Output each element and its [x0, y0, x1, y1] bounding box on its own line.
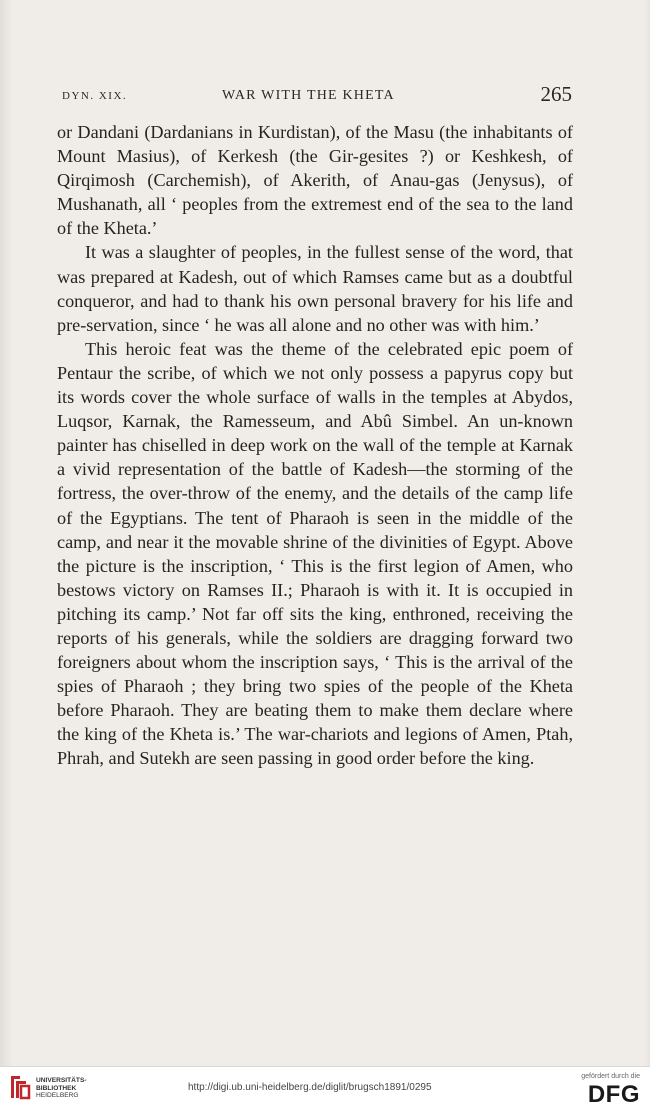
page-edge-shadow [644, 0, 650, 1066]
body-text [57, 120, 573, 771]
sponsor-label: gefördert durch die [581, 1073, 640, 1080]
library-name [36, 1077, 87, 1100]
university-library-logo-icon [8, 1073, 32, 1101]
page-gutter-shadow [0, 0, 12, 1066]
library-name-line-3: HEIDELBERG [36, 1092, 79, 1100]
library-name-line-1: UNIVERSITÄTS- [36, 1077, 87, 1084]
source-url-link[interactable]: http://digi.ub.uni-heidelberg.de/diglit/brugsch1891/0295 [188, 1082, 432, 1093]
running-header [62, 82, 572, 110]
paragraph-1: or Dandani (Dardanians in Kurdistan), of the Masu (the inhabitants of Mount Masius), of Kerkesh (the Gir-gesites ?) or Keshkesh, of Qirqimosh (Carchemish), of Akerith, of Anau-gas (Jenysus), of Mushanath, all ‘ peoples from the extremest end of the sea to the land of the Kheta.’ [57, 122, 573, 239]
paragraph-3: This heroic feat was the theme of the celebrated epic poem of Pentaur the scribe, of which we not only possess a papyrus copy but its words cover the whole surface of walls in the temples at Abydos, Luqsor, Karnak, the Ramesseum, and Abû Simbel. An un-known painter has chiselled in deep work on the wall of the temple at Karnak a vivid representation of the battle of Kadesh—the storming of the fortress, the over-throw of the enemy, and the details of the camp life of the Egyptians. The tent of Pharaoh is seen in the middle of the camp, and near it the movable shrine of the divinities of Egypt. Above the picture is the inscription, ‘ This is the first legion of Amen, who bestows victory on Ramses II.; Pharaoh is with it. It is occupied in pitching its camp.’ Not far off sits the king, enthroned, receiving the reports of his generals, while the soldiers are dragging forward two foreigners about whom the inscription says, ‘ This is the arrival of the spies of Pharaoh ; they bring two spies of the people of the Kheta before Pharaoh. They are beating them to make them declare where the king of the Kheta is.’ The war-chariots and legions of Amen, Ptah, Phrah, and Sutekh are seen passing in good order before the king. [57, 338, 573, 769]
dynasty-label: DYN. XIX. [62, 90, 128, 102]
dfg-logo: DFG [587, 1081, 640, 1108]
digitization-footer [0, 1066, 650, 1112]
chapter-title: WAR WITH THE KHETA [222, 88, 395, 103]
page-number: 265 [540, 82, 572, 106]
library-name-line-2: BIBLIOTHEK [36, 1084, 77, 1092]
paragraph-2: It was a slaughter of peoples, in the fullest sense of the word, that was prepared at Kadesh, out of which Ramses came but as a doubtful conqueror, and had to thank his own personal bravery for his life and pre-servation, since ‘ he was all alone and no other was with him.’ [57, 242, 573, 335]
